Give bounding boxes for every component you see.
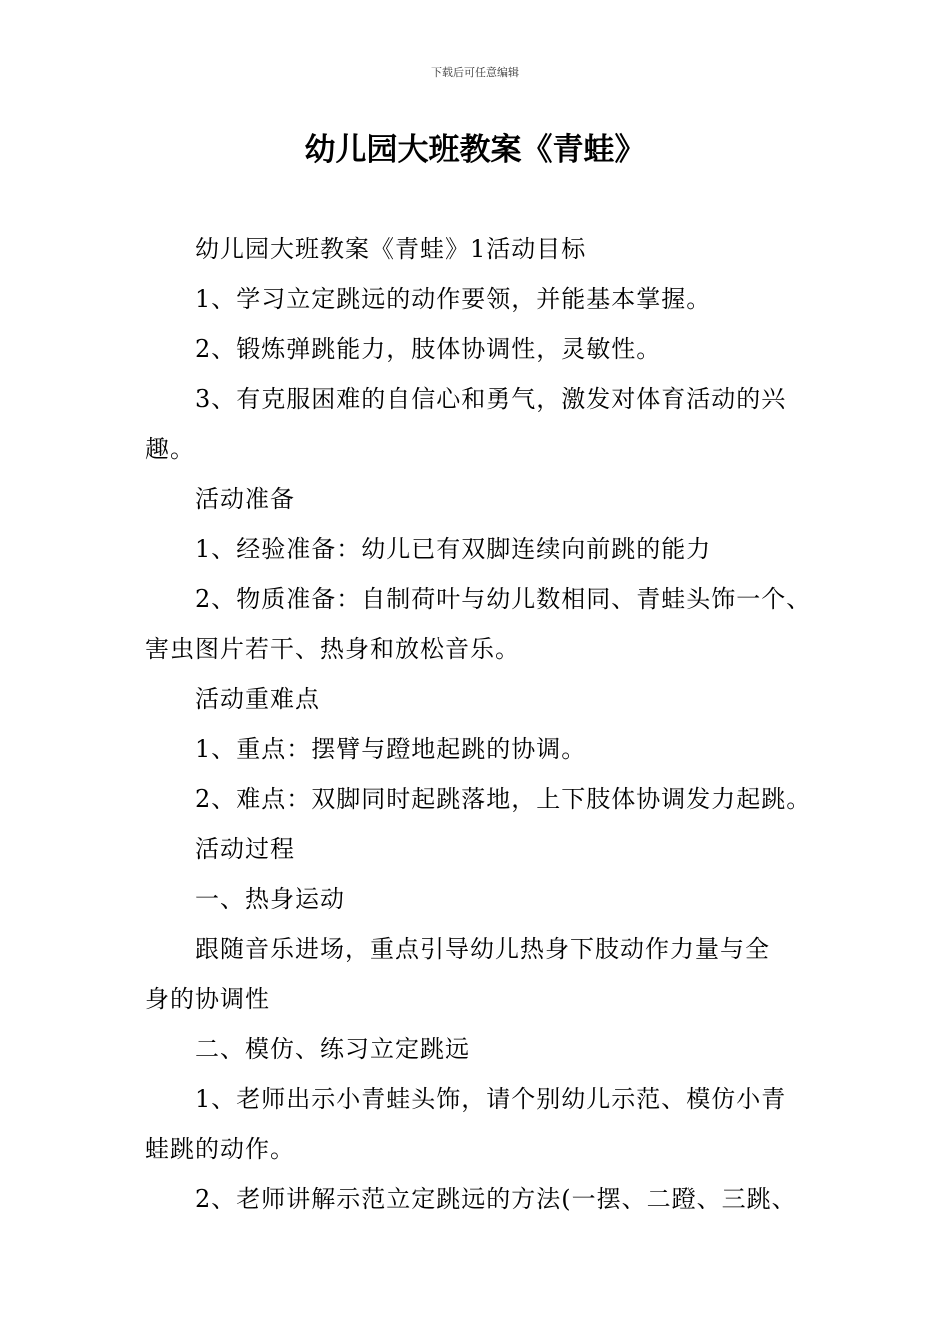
paragraph-heading-process: 活动过程: [195, 835, 295, 863]
paragraph-process-step-1: 一、热身运动: [195, 885, 345, 913]
paragraph-warmup-text-continued: 身的协调性: [145, 985, 270, 1013]
header-note: 下载后可任意编辑: [431, 66, 519, 79]
paragraph-goal-3-continued: 趣。: [145, 435, 195, 463]
paragraph-key-point-1: 1、重点：摆臂与蹬地起跳的协调。: [195, 735, 587, 763]
document-body: [145, 224, 835, 1224]
paragraph-goal-1: 1、学习立定跳远的动作要领，并能基本掌握。: [195, 285, 712, 313]
paragraph-preparation-1: 1、经验准备：幼儿已有双脚连续向前跳的能力: [195, 535, 712, 563]
document-title: 幼儿园大班教案《青蛙》: [304, 132, 646, 168]
paragraph-preparation-2: 2、物质准备：自制荷叶与幼儿数相同、青蛙头饰一个、: [195, 585, 812, 613]
paragraph-imitate-1: 1、老师出示小青蛙头饰，请个别幼儿示范、模仿小青: [195, 1085, 787, 1113]
paragraph-goal-3: 3、有克服困难的自信心和勇气，激发对体育活动的兴: [195, 385, 787, 413]
paragraph-preparation-2-continued: 害虫图片若干、热身和放松音乐。: [145, 635, 520, 663]
paragraph-heading-key-points: 活动重难点: [195, 685, 320, 713]
paragraph-process-step-2: 二、模仿、练习立定跳远: [195, 1035, 470, 1063]
paragraph-heading-preparation: 活动准备: [195, 485, 295, 513]
paragraph-imitate-1-continued: 蛙跳的动作。: [145, 1135, 295, 1163]
paragraph-goal-2: 2、锻炼弹跳能力，肢体协调性，灵敏性。: [195, 335, 662, 363]
paragraph-warmup-text: 跟随音乐进场，重点引导幼儿热身下肢动作力量与全: [195, 935, 770, 963]
paragraph-section-heading-goals: 幼儿园大班教案《青蛙》1活动目标: [195, 235, 587, 263]
paragraph-imitate-2: 2、老师讲解示范立定跳远的方法(一摆、二蹬、三跳、: [195, 1185, 797, 1213]
paragraph-key-point-2: 2、难点：双脚同时起跳落地，上下肢体协调发力起跳。: [195, 785, 812, 813]
